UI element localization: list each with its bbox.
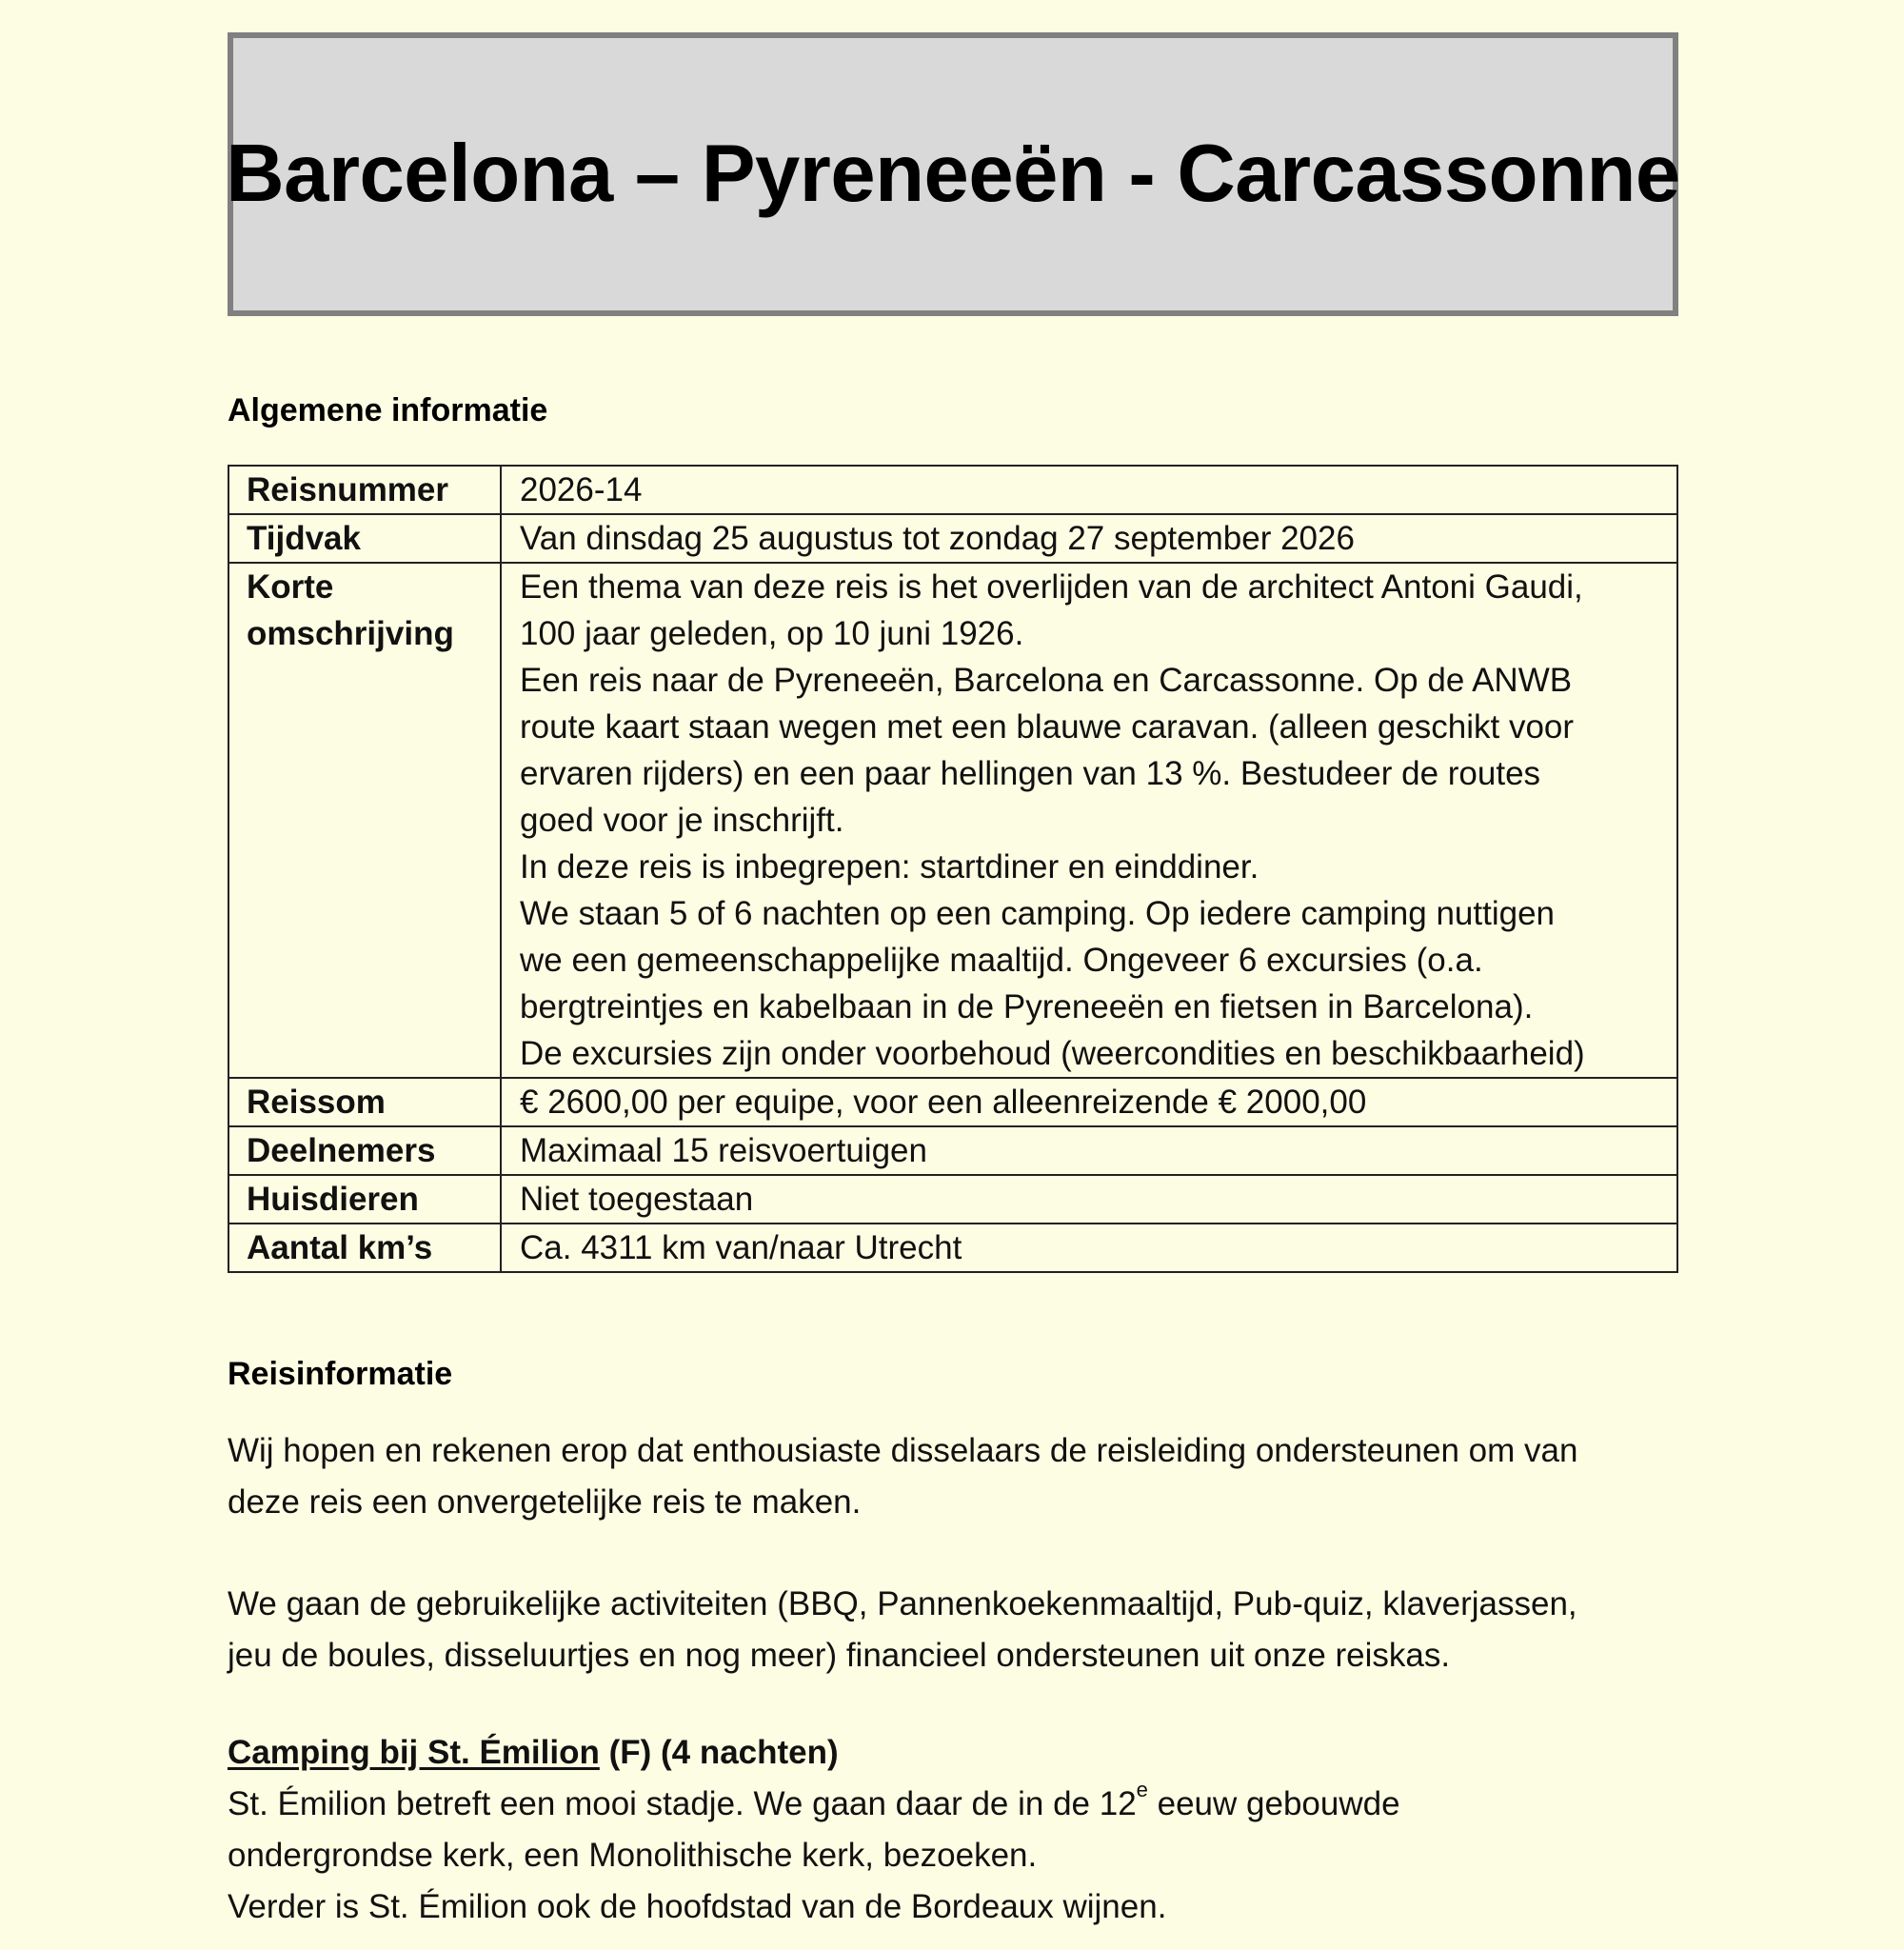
row-label [228, 563, 501, 1078]
camping-heading-underlined: Camping bij St. Émilion [228, 1734, 600, 1771]
general-info-heading: Algemene informatie [228, 392, 548, 428]
camping-text: eeuw gebouwde [1147, 1785, 1400, 1822]
camping-text: St. Émilion betreft een mooi stadje. We gaan daar de in de 12 [228, 1785, 1137, 1822]
row-value [501, 563, 1677, 1078]
description-line: We staan 5 of 6 nachten op een camping. Op iedere camping nuttigen [520, 895, 1556, 932]
row-value: Ca. 4311 km van/naar Utrecht [501, 1224, 1677, 1272]
general-info-table [228, 465, 1678, 1273]
paragraph-activities [228, 1579, 1678, 1681]
row-value: Maximaal 15 reisvoertuigen [501, 1126, 1677, 1175]
row-value: 2026-14 [501, 466, 1677, 514]
row-value: Van dinsdag 25 augustus tot zondag 27 september 2026 [501, 514, 1677, 563]
camping-line [228, 1779, 1678, 1830]
camping-line: Verder is St. Émilion ook de hoofdstad van de Bordeaux wijnen. [228, 1888, 1167, 1925]
row-label: Reissom [228, 1078, 501, 1126]
description-line: route kaart staan wegen met een blauwe caravan. (alleen geschikt voor [520, 708, 1575, 746]
page-title: Barcelona – Pyreneeën - Carcassonne [226, 129, 1680, 219]
ordinal-superscript: e [1136, 1778, 1148, 1802]
table-row [228, 1078, 1677, 1126]
title-box [228, 32, 1678, 316]
table-row [228, 563, 1677, 1078]
description-line: 100 jaar geleden, op 10 juni 1926. [520, 615, 1024, 652]
row-label-line: omschrijving [247, 615, 454, 652]
paragraph-support [228, 1425, 1678, 1528]
paragraph-line: jeu de boules, disseluurtjes en nog meer) financieel ondersteunen uit onze reiskas. [228, 1637, 1451, 1674]
travel-info-heading: Reisinformatie [228, 1356, 453, 1392]
row-label: Tijdvak [228, 514, 501, 563]
table-row [228, 1224, 1677, 1272]
row-label: Aantal km’s [228, 1224, 501, 1272]
description-line: ervaren rijders) en een paar hellingen van 13 %. Bestudeer de routes [520, 755, 1541, 792]
table-row [228, 1126, 1677, 1175]
row-label: Deelnemers [228, 1126, 501, 1175]
description-line: Een thema van deze reis is het overlijden van de architect Antoni Gaudi, [520, 568, 1583, 606]
camping-line: ondergrondse kerk, een Monolithische kerk, bezoeken. [228, 1837, 1038, 1874]
table-row [228, 466, 1677, 514]
description-line: we een gemeenschappelijke maaltijd. Ongeveer 6 excursies (o.a. [520, 942, 1483, 979]
paragraph-line: We gaan de gebruikelijke activiteiten (BBQ, Pannenkoekenmaaltijd, Pub-quiz, klaverjassen, [228, 1585, 1577, 1622]
row-value: € 2600,00 per equipe, voor een alleenreizende € 2000,00 [501, 1078, 1677, 1126]
description-line: goed voor je inschrijft. [520, 802, 844, 839]
row-label: Reisnummer [228, 466, 501, 514]
row-label: Huisdieren [228, 1175, 501, 1224]
table-row [228, 1175, 1677, 1224]
description-line: Een reis naar de Pyreneeën, Barcelona en Carcassonne. Op de ANWB [520, 662, 1573, 699]
row-value: Niet toegestaan [501, 1175, 1677, 1224]
description-line: De excursies zijn onder voorbehoud (weercondities en beschikbaarheid) [520, 1035, 1585, 1072]
table-row [228, 514, 1677, 563]
description-line: bergtreintjes en kabelbaan in de Pyreneeën en fietsen in Barcelona). [520, 988, 1534, 1025]
row-label-line: Korte [247, 568, 334, 606]
paragraph-line: deze reis een onvergetelijke reis te maken. [228, 1483, 862, 1521]
paragraph-line: Wij hopen en rekenen erop dat enthousiaste disselaars de reisleiding ondersteunen om van [228, 1432, 1578, 1469]
camping-heading-rest: (F) (4 nachten) [599, 1734, 839, 1771]
camping-heading [228, 1727, 1678, 1779]
description-line: In deze reis is inbegrepen: startdiner en einddiner. [520, 848, 1259, 885]
camping-section [228, 1727, 1678, 1933]
